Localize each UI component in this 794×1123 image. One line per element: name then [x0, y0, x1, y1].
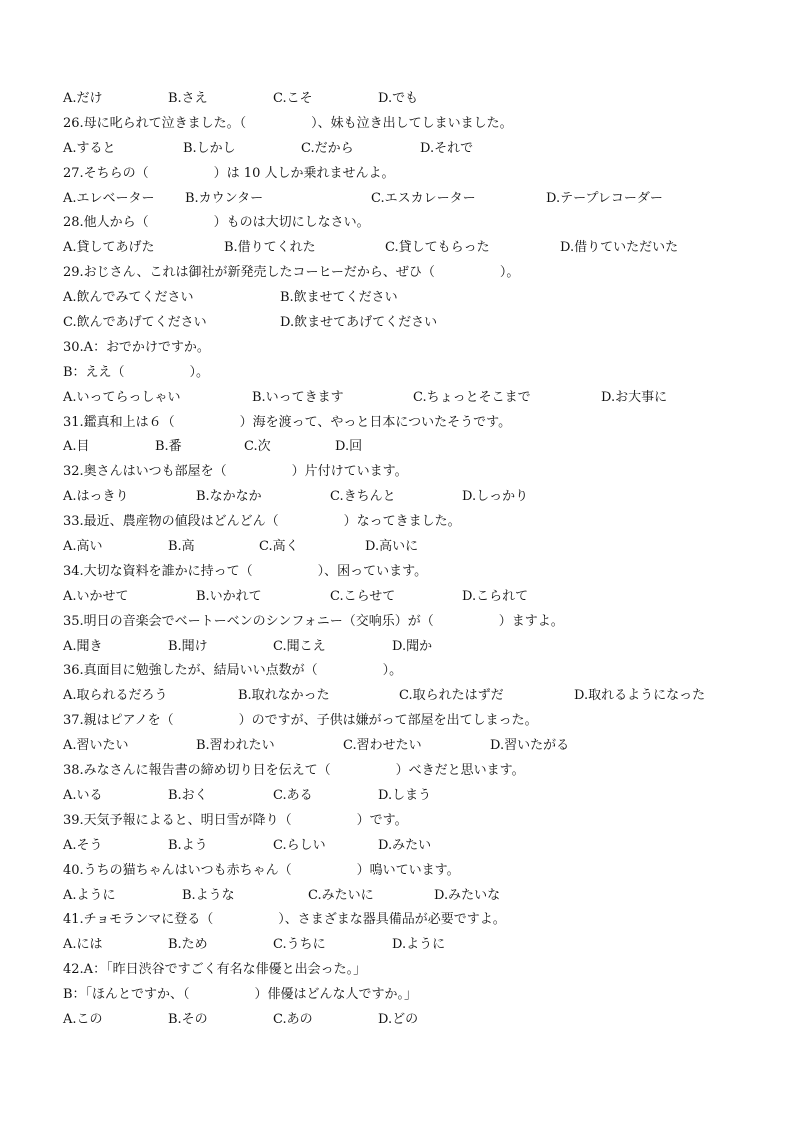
options-row: [63, 784, 763, 809]
options-row: [63, 585, 763, 610]
option-d: D.ように: [392, 937, 446, 953]
option-c: C.聞こえ: [273, 638, 326, 654]
option-d: D.借りていただいた: [560, 240, 679, 256]
options-row: [63, 485, 763, 510]
option-a: A.飲んでみてください: [63, 290, 194, 306]
question-line: 42.A：「昨日渋谷ですごく有名な俳優と出会った。」: [63, 962, 367, 978]
question-line: 39.天気予報によると、明日雪が降り（ ）です。: [63, 812, 408, 828]
option-c: C.こらせて: [330, 588, 396, 604]
option-d: D.こられて: [462, 588, 529, 604]
option-d: D.でも: [378, 91, 419, 106]
question-list: [63, 87, 763, 1033]
option-b: B.その: [168, 1011, 208, 1027]
option-a: A.習いたい: [63, 738, 129, 754]
option-c: C.エスカレーター: [371, 190, 476, 206]
question-line: 28.他人から（ ）ものは大切にしなさい。: [63, 215, 370, 231]
options-row: [63, 286, 763, 311]
question-line: 26.母に叱られて泣きました。（ ）、妹も泣き出してしまいました。: [63, 115, 513, 131]
option-c: C.こそ: [273, 91, 313, 106]
option-b: B.さえ: [168, 91, 208, 106]
options-row: [63, 884, 763, 909]
option-b: B.なかなか: [196, 489, 262, 505]
option-c: C.高く: [259, 539, 299, 555]
options-row: [63, 684, 763, 709]
option-b: B.番: [155, 439, 182, 455]
question-line: 33.最近、農産物の値段はどんどん（ ）なってきました。: [63, 514, 461, 530]
question-line: 35.明日の音楽会でベートーベンのシンフォニー（交响乐）が（ ）ますよ。: [63, 613, 564, 629]
option-b: B.飲ませてください: [280, 290, 398, 306]
option-a: A.ように: [63, 887, 116, 903]
options-row: [63, 635, 763, 660]
options-row: [63, 137, 763, 162]
options-row: [63, 435, 763, 460]
question-line: 40.うちの猫ちゃんはいつも赤ちゃん（ ）鳴いています。: [63, 862, 460, 878]
option-b: B.しかし: [183, 140, 236, 156]
option-c: C.次: [244, 439, 271, 455]
option-d: D.それで: [420, 140, 474, 156]
option-b: D.飲ませてあげてください: [280, 315, 438, 331]
option-b: B.取れなかった: [238, 688, 330, 704]
option-a: A.いかせて: [63, 588, 129, 604]
options-row: [63, 236, 763, 261]
option-c: C.みたいに: [308, 887, 374, 903]
option-a: A.そう: [63, 837, 103, 853]
options-row: [63, 535, 763, 560]
option-d: D.聞か: [392, 638, 433, 654]
option-a: A.はっきり: [63, 489, 129, 505]
option-a: A.貸してあげた: [63, 240, 155, 256]
option-d: D.取れるようになった: [574, 688, 706, 704]
option-b: B.高: [168, 539, 195, 555]
options-row: [63, 87, 763, 112]
option-d: D.高いに: [365, 539, 419, 555]
options-row: [63, 1008, 763, 1033]
option-d: D.みたいな: [434, 887, 501, 903]
option-b: B.おく: [168, 787, 208, 803]
question-line: 31.鑑真和上は６（ ）海を渡って、やっと日本についたそうです。: [63, 414, 512, 430]
option-c: C.貸してもらった: [385, 240, 490, 256]
option-a: A.だけ: [63, 91, 103, 106]
question-line: 30.A：おでかけですか。: [63, 339, 210, 355]
options-row: [63, 311, 763, 336]
option-c: C.きちんと: [330, 489, 396, 505]
option-b: B.いってきます: [252, 389, 344, 405]
question-line: B：「ほんとですか、（ ）俳優はどんな人ですか。」: [63, 987, 418, 1003]
question-line: 37.親はピアノを（ ）のですが、子供は嫌がって部屋を出てしまった。: [63, 713, 538, 729]
option-a: A.いってらっしゃい: [63, 389, 181, 405]
option-c: C.だから: [301, 140, 354, 156]
option-c: C.ちょっとそこまで: [413, 389, 531, 405]
option-c: C.ある: [273, 787, 313, 803]
option-d: D.習いたがる: [490, 738, 570, 754]
option-b: B.ような: [182, 887, 235, 903]
option-d: D.みたい: [378, 837, 432, 853]
option-d: D.しっかり: [462, 489, 529, 505]
options-row: [63, 734, 763, 759]
question-line: 27.そちらの（ ）は 10 人しか乗れませんよ。: [63, 165, 395, 181]
options-row: [63, 386, 763, 411]
option-a: A.高い: [63, 539, 103, 555]
option-b: B.いかれて: [196, 588, 262, 604]
question-line: 41.チョモランマに登る（ ）、さまざまな器具備品が必要ですよ。: [63, 912, 506, 928]
option-a: A.には: [63, 937, 103, 953]
option-c: C.らしい: [273, 837, 326, 853]
question-line: 32.奥さんはいつも部屋を（ ）片付けています。: [63, 464, 408, 480]
option-d: D.テープレコーダー: [546, 190, 663, 206]
option-c: C.あの: [273, 1011, 313, 1027]
option-d: D.しまう: [378, 787, 432, 803]
options-row: [63, 933, 763, 958]
question-line: 29.おじさん、これは御社が新発売したコーヒーだから、ぜひ（ ）。: [63, 265, 520, 281]
option-c: C.取られたはずだ: [399, 688, 504, 704]
question-line: 34.大切な資料を誰かに持って（ ）、困っています。: [63, 563, 428, 579]
option-b: B.借りてくれた: [224, 240, 316, 256]
option-a: A.いる: [63, 787, 103, 803]
option-b: B.ため: [168, 937, 208, 953]
option-d: D.どの: [378, 1011, 419, 1027]
option-a: A.聞き: [63, 638, 103, 654]
question-line: 38.みなさんに報告書の締め切り日を伝えて（ ）べきだと思います。: [63, 763, 525, 779]
option-d: D.お大事に: [601, 389, 668, 405]
option-b: B.習われたい: [196, 738, 275, 754]
option-a: C.飲んであげてください: [63, 315, 207, 331]
option-a: A.目: [63, 439, 90, 455]
question-line: 36.真面目に勉強したが、結局いい点数が（ ）。: [63, 663, 403, 679]
option-b: B.聞け: [168, 638, 208, 654]
option-b: B.よう: [168, 837, 208, 853]
option-a: A.エレベーター: [63, 190, 155, 206]
option-b: B.カウンター: [185, 190, 264, 206]
options-row: [63, 834, 763, 859]
option-a: A.取られるだろう: [63, 688, 168, 704]
option-c: C.うちに: [273, 937, 326, 953]
option-a: A.この: [63, 1011, 103, 1027]
question-line: B：ええ（ ）。: [63, 364, 210, 380]
option-d: D.回: [335, 439, 363, 455]
option-a: A.すると: [63, 140, 116, 156]
option-c: C.習わせたい: [343, 738, 422, 754]
options-row: [63, 187, 763, 212]
